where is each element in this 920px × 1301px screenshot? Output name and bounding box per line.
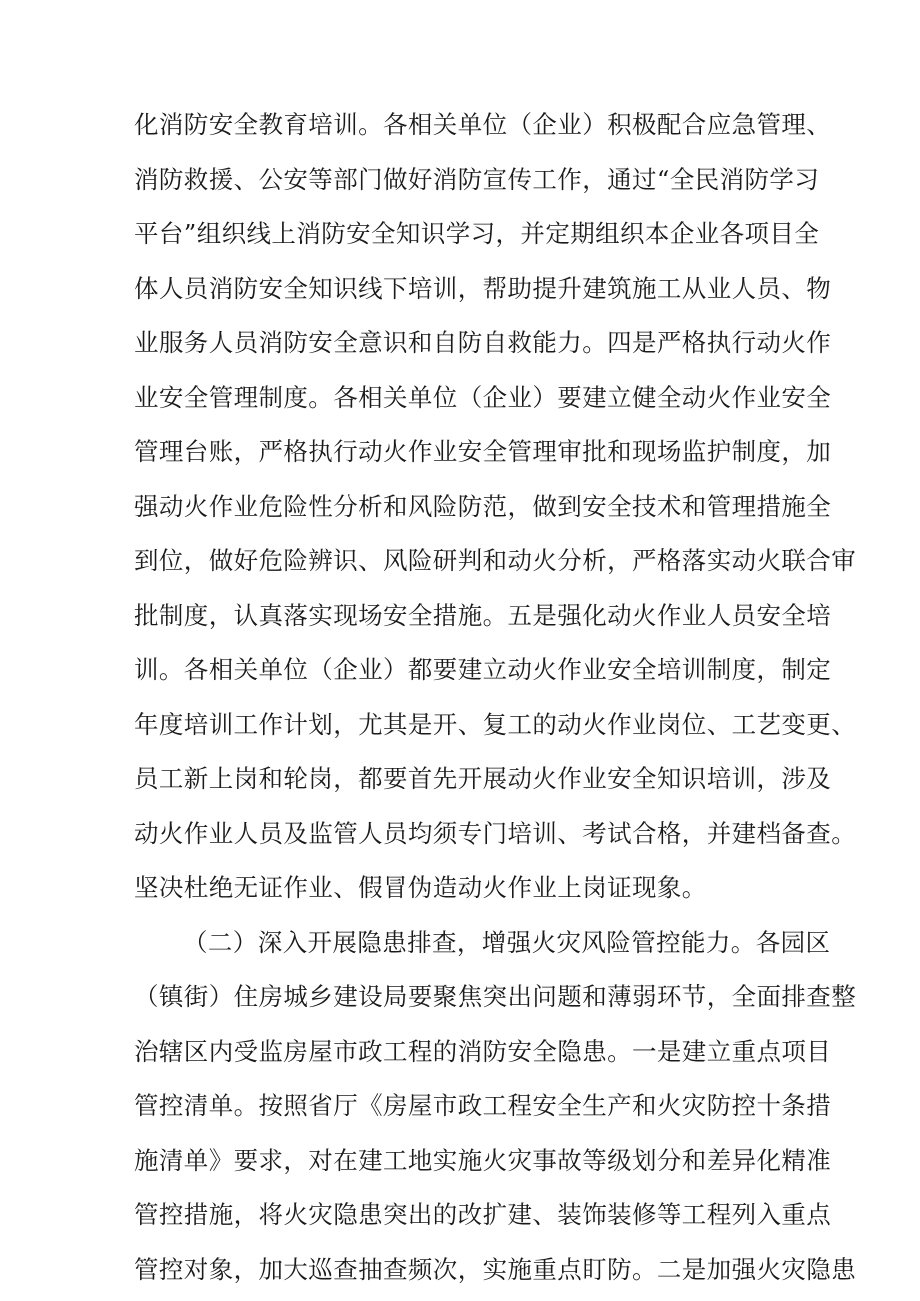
text-line-10: 批制度，认真落实现场安全措施。五是强化动火作业人员安全培 [134, 600, 832, 630]
text-line-21: 管控措施，将火灾隐患突出的改扩建、装饰装修等工程列入重点 [134, 1200, 832, 1229]
text-line-18: 治辖区内受监房屋市政工程的消防安全隐患。一是建立重点项目 [134, 1036, 832, 1066]
text-line-11: 训。各相关单位（企业）都要建立动火作业安全培训制度，制定 [134, 655, 832, 684]
body-text [134, 98, 857, 1297]
text-line-1: 化消防安全教育培训。各相关单位（企业）积极配合应急管理、 [134, 110, 832, 139]
text-line-13: 员工新上岗和轮岗，都要首先开展动火作业安全知识培训，涉及 [134, 764, 832, 793]
text-line-15: 坚决杜绝无证作业、假冒伪造动火作业上岗证现象。 [134, 873, 707, 902]
text-line-2: 消防救援、公安等部门做好消防宣传工作，通过“全民消防学习 [134, 164, 820, 194]
text-line-6: 业安全管理制度。各相关单位（企业）要建立健全动火作业安全 [134, 382, 832, 412]
text-line-7: 管理台账，严格执行动火作业安全管理审批和现场监护制度，加 [134, 437, 832, 466]
section-heading-line: （二）深入开展隐患排查，增强火灾风险管控能力。各园区 [183, 927, 831, 957]
text-line-17: （镇街）住房城乡建设局要聚焦突出问题和薄弱环节，全面排查整 [134, 982, 857, 1011]
text-line-9: 到位，做好危险辨识、风险研判和动火分析，严格落实动火联合审 [134, 546, 857, 575]
text-line-5: 业服务人员消防安全意识和自防自救能力。四是严格执行动火作 [134, 328, 832, 357]
text-line-12: 年度培训工作计划，尤其是开、复工的动火作业岗位、工艺变更、 [134, 709, 857, 739]
text-line-20: 施清单》要求，对在建工地实施火灾事故等级划分和差异化精准 [134, 1145, 832, 1175]
text-line-8: 强动火作业危险性分析和风险防范，做到安全技术和管理措施全 [134, 491, 832, 521]
text-line-4: 体人员消防安全知识线下培训，帮助提升建筑施工从业人员、物 [134, 273, 832, 303]
text-line-19: 管控清单。按照省厅《房屋市政工程安全生产和火灾防控十条措 [134, 1091, 832, 1120]
text-line-14: 动火作业人员及监管人员均须专门培训、考试合格，并建档备查。 [134, 818, 857, 848]
text-line-3: 平台”组织线上消防安全知识学习，并定期组织本企业各项目全 [134, 219, 820, 248]
text-line-22: 管控对象，加大巡查抽查频次，实施重点盯防。二是加强火灾隐患 [134, 1254, 857, 1284]
